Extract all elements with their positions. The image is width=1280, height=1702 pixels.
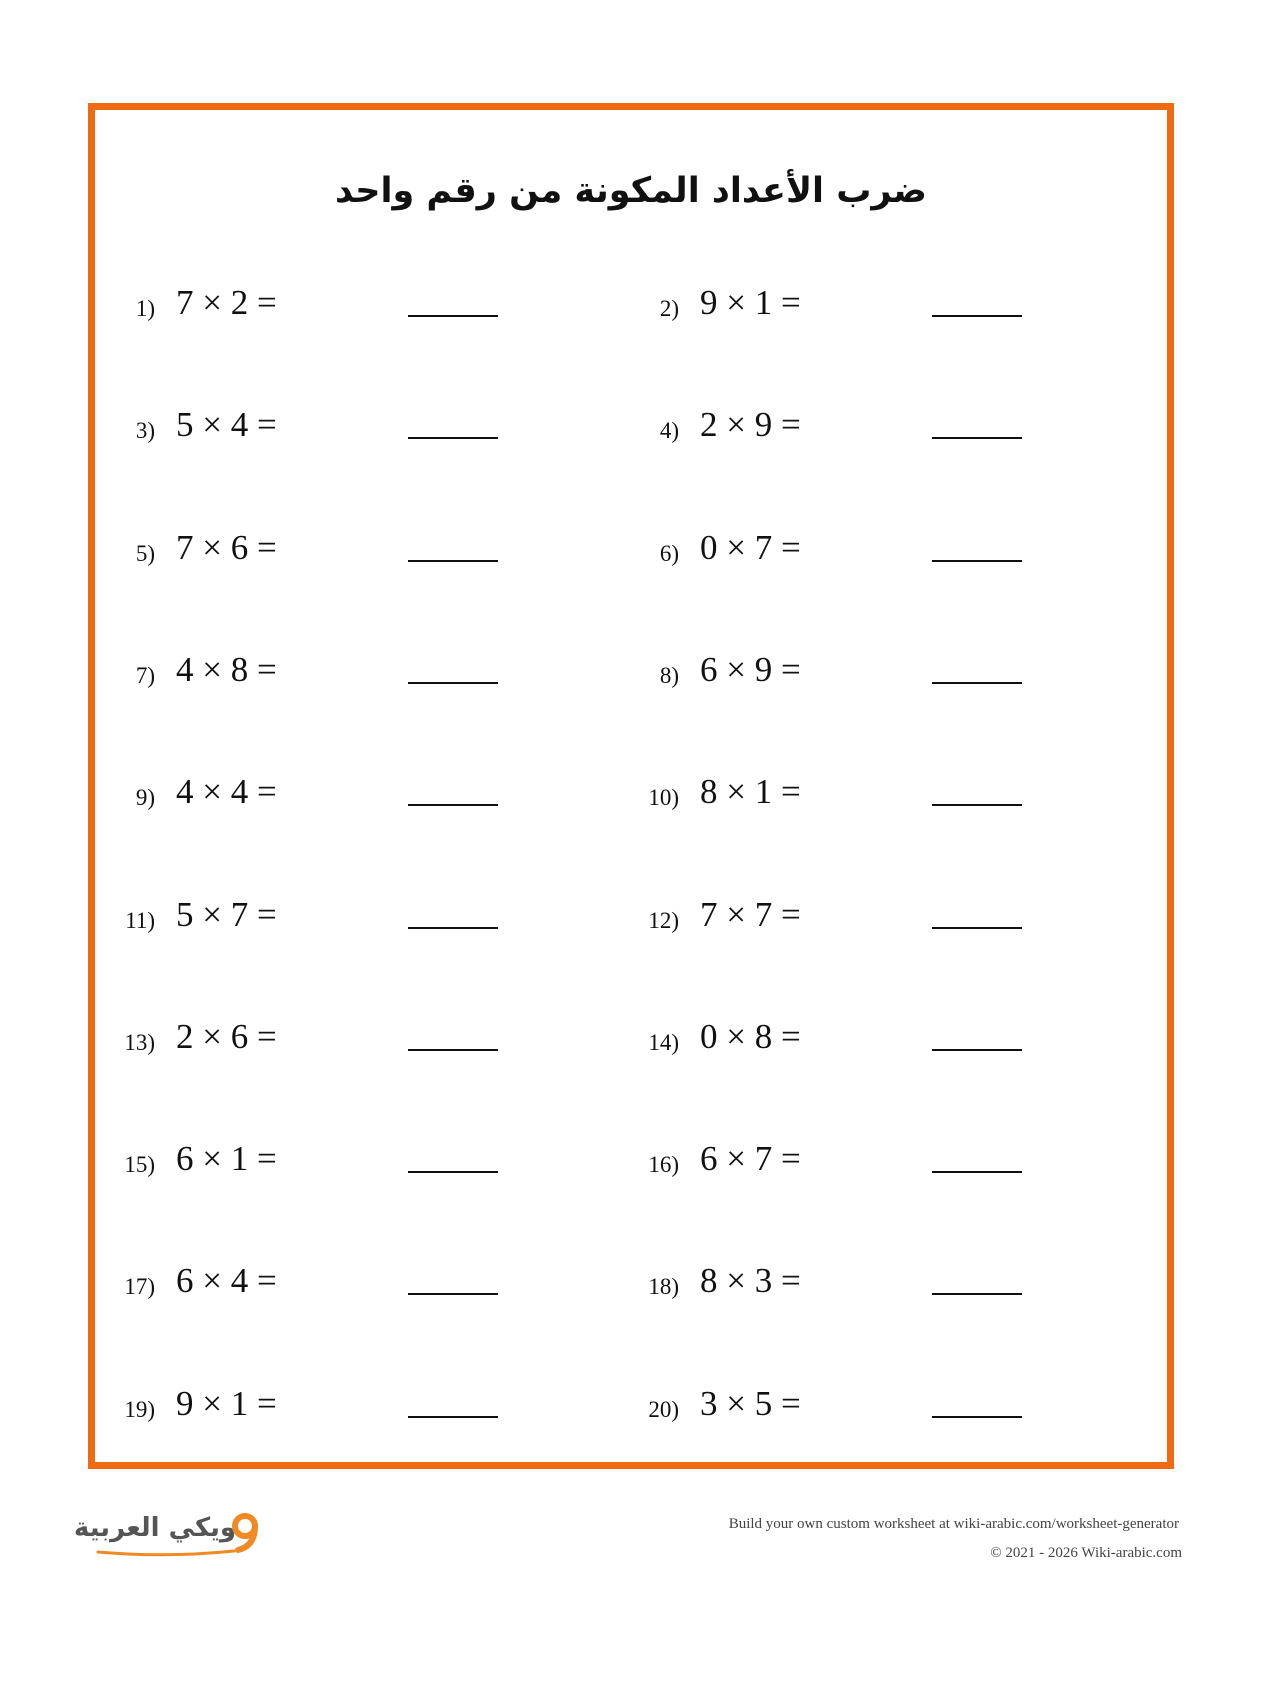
- answer-blank[interactable]: [408, 560, 498, 562]
- problem-number: 18): [648, 1274, 679, 1299]
- problem-expression: 9 × 1 =: [176, 1384, 277, 1423]
- answer-blank[interactable]: [408, 315, 498, 317]
- answer-blank[interactable]: [932, 560, 1022, 562]
- worksheet-title: ضرب الأعداد المكونة من رقم واحد: [335, 171, 927, 211]
- problem-item: [88, 893, 538, 953]
- problem-number: 4): [659, 418, 679, 443]
- problem-item: [612, 1259, 1062, 1319]
- problem-number: 15): [124, 1152, 155, 1177]
- problem-expression: 3 × 5 =: [700, 1384, 801, 1423]
- problem-number: 19): [124, 1397, 155, 1422]
- answer-blank[interactable]: [408, 1293, 498, 1295]
- problem-number: 6): [659, 541, 679, 566]
- problem-expression: 2 × 6 =: [176, 1017, 277, 1056]
- problem-number: 7): [135, 663, 155, 688]
- problem-item: [88, 403, 538, 463]
- problem-expression: 0 × 8 =: [700, 1017, 801, 1056]
- problem-item: [88, 1382, 538, 1442]
- problem-number: 13): [124, 1030, 155, 1055]
- problem-expression: 8 × 3 =: [700, 1261, 801, 1300]
- problem-expression: 5 × 4 =: [176, 405, 277, 444]
- problem-expression: 4 × 4 =: [176, 772, 277, 811]
- problem-expression: 6 × 1 =: [176, 1139, 277, 1178]
- problem-number: 12): [648, 908, 679, 933]
- problem-expression: 7 × 6 =: [176, 528, 277, 567]
- problem-expression: 9 × 1 =: [700, 283, 801, 322]
- answer-blank[interactable]: [408, 437, 498, 439]
- problem-expression: 7 × 2 =: [176, 283, 277, 322]
- problem-expression: 7 × 7 =: [700, 895, 801, 934]
- answer-blank[interactable]: [932, 1049, 1022, 1051]
- problem-number: 1): [135, 296, 155, 321]
- problem-number: 14): [648, 1030, 679, 1055]
- problem-item: [612, 893, 1062, 953]
- problem-expression: 6 × 7 =: [700, 1139, 801, 1178]
- problem-number: 16): [648, 1152, 679, 1177]
- problem-item: [88, 648, 538, 708]
- problem-number: 8): [659, 663, 679, 688]
- answer-blank[interactable]: [932, 804, 1022, 806]
- problem-expression: 8 × 1 =: [700, 772, 801, 811]
- footer-copyright: © 2021 - 2026 Wiki-arabic.com: [990, 1545, 1182, 1561]
- answer-blank[interactable]: [932, 682, 1022, 684]
- answer-blank[interactable]: [408, 1416, 498, 1418]
- problem-number: 3): [135, 418, 155, 443]
- problem-item: [88, 1137, 538, 1197]
- problem-number: 20): [648, 1397, 679, 1422]
- problem-item: [612, 1015, 1062, 1075]
- problem-item: [88, 770, 538, 830]
- problem-expression: 0 × 7 =: [700, 528, 801, 567]
- problem-number: 11): [125, 908, 155, 933]
- footer-build-link-text: Build your own custom worksheet at wiki-arabic.com/worksheet-generator: [728, 1516, 1179, 1532]
- problem-expression: 6 × 4 =: [176, 1261, 277, 1300]
- logo-text: ويكي العربية: [73, 1513, 236, 1543]
- answer-blank[interactable]: [932, 315, 1022, 317]
- problem-item: [612, 770, 1062, 830]
- answer-blank[interactable]: [932, 927, 1022, 929]
- answer-blank[interactable]: [932, 437, 1022, 439]
- answer-blank[interactable]: [932, 1416, 1022, 1418]
- problem-item: [612, 1382, 1062, 1442]
- answer-blank[interactable]: [408, 804, 498, 806]
- problem-item: [612, 1137, 1062, 1197]
- problem-expression: 5 × 7 =: [176, 895, 277, 934]
- problem-item: [612, 526, 1062, 586]
- answer-blank[interactable]: [408, 927, 498, 929]
- problem-item: [88, 1015, 538, 1075]
- problem-number: 2): [659, 296, 679, 321]
- answer-blank[interactable]: [408, 1171, 498, 1173]
- problem-expression: 6 × 9 =: [700, 650, 801, 689]
- problem-number: 9): [135, 785, 155, 810]
- problem-item: [88, 281, 538, 341]
- problem-number: 10): [648, 785, 679, 810]
- answer-blank[interactable]: [932, 1171, 1022, 1173]
- problem-item: [612, 281, 1062, 341]
- problem-item: [88, 1259, 538, 1319]
- problem-number: 17): [124, 1274, 155, 1299]
- logo-underline-icon: [96, 1548, 236, 1558]
- site-logo: [73, 1504, 260, 1564]
- problem-expression: 2 × 9 =: [700, 405, 801, 444]
- problem-item: [612, 648, 1062, 708]
- problem-number: 5): [135, 541, 155, 566]
- answer-blank[interactable]: [932, 1293, 1022, 1295]
- answer-blank[interactable]: [408, 1049, 498, 1051]
- answer-blank[interactable]: [408, 682, 498, 684]
- problem-item: [612, 403, 1062, 463]
- problem-item: [88, 526, 538, 586]
- problem-expression: 4 × 8 =: [176, 650, 277, 689]
